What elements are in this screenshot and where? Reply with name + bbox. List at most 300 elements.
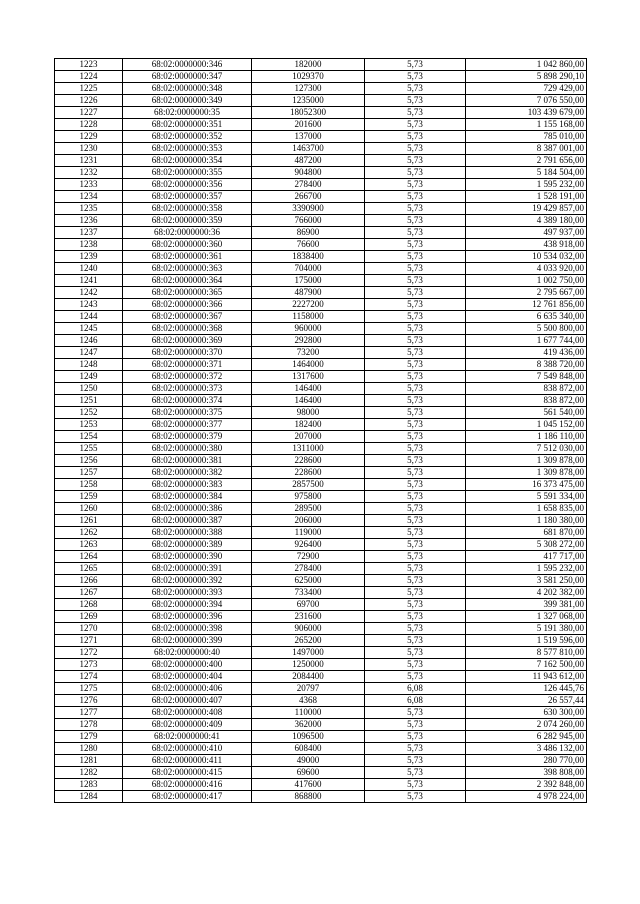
value-cell: 838 872,00: [466, 395, 587, 407]
cadastral-number-cell: 68:02:0000000:374: [123, 395, 252, 407]
cadastral-number-cell: 68:02:0000000:358: [123, 203, 252, 215]
rate-cell: 5,73: [365, 191, 466, 203]
area-cell: 18052300: [252, 107, 365, 119]
cadastral-number-cell: 68:02:0000000:410: [123, 743, 252, 755]
table-row: [55, 191, 587, 203]
row-number-cell: 1256: [55, 455, 123, 467]
area-cell: 625000: [252, 575, 365, 587]
cadastral-number-cell: 68:02:0000000:393: [123, 587, 252, 599]
cadastral-number-cell: 68:02:0000000:398: [123, 623, 252, 635]
rate-cell: 5,73: [365, 71, 466, 83]
row-number-cell: 1226: [55, 95, 123, 107]
table-row: [55, 275, 587, 287]
area-cell: 265200: [252, 635, 365, 647]
table-row: [55, 503, 587, 515]
table-row: [55, 215, 587, 227]
row-number-cell: 1270: [55, 623, 123, 635]
table-row: [55, 587, 587, 599]
cadastral-number-cell: 68:02:0000000:40: [123, 647, 252, 659]
rate-cell: 5,73: [365, 575, 466, 587]
area-cell: 206000: [252, 515, 365, 527]
row-number-cell: 1229: [55, 131, 123, 143]
rate-cell: 5,73: [365, 743, 466, 755]
row-number-cell: 1249: [55, 371, 123, 383]
area-cell: 119000: [252, 527, 365, 539]
area-cell: 289500: [252, 503, 365, 515]
cadastral-value-table: [54, 58, 587, 803]
value-cell: 5 591 334,00: [466, 491, 587, 503]
value-cell: 729 429,00: [466, 83, 587, 95]
rate-cell: 5,73: [365, 431, 466, 443]
row-number-cell: 1262: [55, 527, 123, 539]
rate-cell: 5,73: [365, 515, 466, 527]
area-cell: 72900: [252, 551, 365, 563]
value-cell: 280 770,00: [466, 755, 587, 767]
table-body: [55, 59, 587, 803]
value-cell: 10 534 032,00: [466, 251, 587, 263]
table-row: [55, 575, 587, 587]
row-number-cell: 1258: [55, 479, 123, 491]
cadastral-number-cell: 68:02:0000000:35: [123, 107, 252, 119]
area-cell: 868800: [252, 791, 365, 803]
area-cell: 137000: [252, 131, 365, 143]
table-row: [55, 491, 587, 503]
area-cell: 487900: [252, 287, 365, 299]
area-cell: 231600: [252, 611, 365, 623]
value-cell: 5 191 380,00: [466, 623, 587, 635]
value-cell: 6 635 340,00: [466, 311, 587, 323]
rate-cell: 5,73: [365, 107, 466, 119]
table-row: [55, 299, 587, 311]
row-number-cell: 1260: [55, 503, 123, 515]
rate-cell: 6,08: [365, 695, 466, 707]
value-cell: 419 436,00: [466, 347, 587, 359]
cadastral-number-cell: 68:02:0000000:408: [123, 707, 252, 719]
value-cell: 6 282 945,00: [466, 731, 587, 743]
table-row: [55, 695, 587, 707]
value-cell: 398 808,00: [466, 767, 587, 779]
table-row: [55, 671, 587, 683]
table-row: [55, 767, 587, 779]
rate-cell: 5,73: [365, 155, 466, 167]
cadastral-number-cell: 68:02:0000000:399: [123, 635, 252, 647]
rate-cell: 5,73: [365, 479, 466, 491]
row-number-cell: 1267: [55, 587, 123, 599]
value-cell: 681 870,00: [466, 527, 587, 539]
row-number-cell: 1280: [55, 743, 123, 755]
area-cell: 1029370: [252, 71, 365, 83]
rate-cell: 5,73: [365, 287, 466, 299]
table-row: [55, 335, 587, 347]
row-number-cell: 1273: [55, 659, 123, 671]
cadastral-number-cell: 68:02:0000000:416: [123, 779, 252, 791]
rate-cell: 5,73: [365, 779, 466, 791]
area-cell: 904800: [252, 167, 365, 179]
rate-cell: 5,73: [365, 611, 466, 623]
rate-cell: 5,73: [365, 443, 466, 455]
table-row: [55, 623, 587, 635]
table-row: [55, 263, 587, 275]
value-cell: 1 045 152,00: [466, 419, 587, 431]
value-cell: 4 202 382,00: [466, 587, 587, 599]
cadastral-number-cell: 68:02:0000000:361: [123, 251, 252, 263]
value-cell: 1 595 232,00: [466, 563, 587, 575]
rate-cell: 5,73: [365, 215, 466, 227]
table-row: [55, 107, 587, 119]
value-cell: 785 010,00: [466, 131, 587, 143]
row-number-cell: 1240: [55, 263, 123, 275]
cadastral-number-cell: 68:02:0000000:404: [123, 671, 252, 683]
table-row: [55, 59, 587, 71]
value-cell: 1 677 744,00: [466, 335, 587, 347]
table-row: [55, 95, 587, 107]
row-number-cell: 1236: [55, 215, 123, 227]
row-number-cell: 1228: [55, 119, 123, 131]
value-cell: 5 500 800,00: [466, 323, 587, 335]
table-row: [55, 755, 587, 767]
rate-cell: 5,73: [365, 383, 466, 395]
row-number-cell: 1230: [55, 143, 123, 155]
cadastral-number-cell: 68:02:0000000:388: [123, 527, 252, 539]
rate-cell: 5,73: [365, 419, 466, 431]
row-number-cell: 1247: [55, 347, 123, 359]
area-cell: 127300: [252, 83, 365, 95]
area-cell: 228600: [252, 467, 365, 479]
rate-cell: 5,73: [365, 311, 466, 323]
area-cell: 926400: [252, 539, 365, 551]
rate-cell: 5,73: [365, 719, 466, 731]
cadastral-number-cell: 68:02:0000000:354: [123, 155, 252, 167]
row-number-cell: 1259: [55, 491, 123, 503]
row-number-cell: 1243: [55, 299, 123, 311]
rate-cell: 5,73: [365, 95, 466, 107]
rate-cell: 5,73: [365, 83, 466, 95]
cadastral-number-cell: 68:02:0000000:409: [123, 719, 252, 731]
table-row: [55, 155, 587, 167]
value-cell: 561 540,00: [466, 407, 587, 419]
value-cell: 7 162 500,00: [466, 659, 587, 671]
table-row: [55, 227, 587, 239]
row-number-cell: 1239: [55, 251, 123, 263]
area-cell: 733400: [252, 587, 365, 599]
rate-cell: 5,73: [365, 755, 466, 767]
rate-cell: 5,73: [365, 203, 466, 215]
rate-cell: 5,73: [365, 299, 466, 311]
cadastral-number-cell: 68:02:0000000:346: [123, 59, 252, 71]
rate-cell: 5,73: [365, 143, 466, 155]
area-cell: 2857500: [252, 479, 365, 491]
area-cell: 1838400: [252, 251, 365, 263]
row-number-cell: 1284: [55, 791, 123, 803]
value-cell: 8 577 810,00: [466, 647, 587, 659]
cadastral-number-cell: 68:02:0000000:387: [123, 515, 252, 527]
value-cell: 1 327 068,00: [466, 611, 587, 623]
rate-cell: 5,73: [365, 767, 466, 779]
row-number-cell: 1283: [55, 779, 123, 791]
cadastral-number-cell: 68:02:0000000:368: [123, 323, 252, 335]
rate-cell: 5,73: [365, 635, 466, 647]
table-row: [55, 455, 587, 467]
rate-cell: 5,73: [365, 455, 466, 467]
value-cell: 838 872,00: [466, 383, 587, 395]
table-row: [55, 743, 587, 755]
area-cell: 1317600: [252, 371, 365, 383]
table-row: [55, 347, 587, 359]
area-cell: 1158000: [252, 311, 365, 323]
row-number-cell: 1264: [55, 551, 123, 563]
rate-cell: 5,73: [365, 59, 466, 71]
area-cell: 278400: [252, 563, 365, 575]
value-cell: 103 439 679,00: [466, 107, 587, 119]
table-row: [55, 791, 587, 803]
row-number-cell: 1227: [55, 107, 123, 119]
table-row: [55, 707, 587, 719]
row-number-cell: 1281: [55, 755, 123, 767]
value-cell: 1 309 878,00: [466, 455, 587, 467]
rate-cell: 5,73: [365, 467, 466, 479]
table-row: [55, 431, 587, 443]
rate-cell: 5,73: [365, 227, 466, 239]
rate-cell: 5,73: [365, 587, 466, 599]
value-cell: 2 392 848,00: [466, 779, 587, 791]
rate-cell: 5,73: [365, 491, 466, 503]
rate-cell: 5,73: [365, 323, 466, 335]
cadastral-number-cell: 68:02:0000000:386: [123, 503, 252, 515]
rate-cell: 5,73: [365, 335, 466, 347]
area-cell: 69600: [252, 767, 365, 779]
value-cell: 12 761 856,00: [466, 299, 587, 311]
area-cell: 110000: [252, 707, 365, 719]
row-number-cell: 1271: [55, 635, 123, 647]
row-number-cell: 1242: [55, 287, 123, 299]
rate-cell: 5,73: [365, 731, 466, 743]
row-number-cell: 1282: [55, 767, 123, 779]
value-cell: 399 381,00: [466, 599, 587, 611]
row-number-cell: 1278: [55, 719, 123, 731]
rate-cell: 5,73: [365, 647, 466, 659]
value-cell: 1 042 860,00: [466, 59, 587, 71]
rate-cell: 5,73: [365, 119, 466, 131]
value-cell: 1 002 750,00: [466, 275, 587, 287]
row-number-cell: 1266: [55, 575, 123, 587]
rate-cell: 5,73: [365, 707, 466, 719]
cadastral-number-cell: 68:02:0000000:380: [123, 443, 252, 455]
value-cell: 1 155 168,00: [466, 119, 587, 131]
area-cell: 76600: [252, 239, 365, 251]
row-number-cell: 1237: [55, 227, 123, 239]
area-cell: 2227200: [252, 299, 365, 311]
area-cell: 2084400: [252, 671, 365, 683]
area-cell: 182400: [252, 419, 365, 431]
value-cell: 7 549 848,00: [466, 371, 587, 383]
area-cell: 49000: [252, 755, 365, 767]
value-cell: 5 308 272,00: [466, 539, 587, 551]
value-cell: 438 918,00: [466, 239, 587, 251]
row-number-cell: 1244: [55, 311, 123, 323]
cadastral-number-cell: 68:02:0000000:348: [123, 83, 252, 95]
row-number-cell: 1263: [55, 539, 123, 551]
cadastral-number-cell: 68:02:0000000:382: [123, 467, 252, 479]
row-number-cell: 1257: [55, 467, 123, 479]
row-number-cell: 1245: [55, 323, 123, 335]
cadastral-number-cell: 68:02:0000000:377: [123, 419, 252, 431]
area-cell: 1235000: [252, 95, 365, 107]
value-cell: 4 389 180,00: [466, 215, 587, 227]
area-cell: 487200: [252, 155, 365, 167]
rate-cell: 5,73: [365, 539, 466, 551]
table-row: [55, 779, 587, 791]
rate-cell: 5,73: [365, 347, 466, 359]
cadastral-number-cell: 68:02:0000000:359: [123, 215, 252, 227]
value-cell: 3 581 250,00: [466, 575, 587, 587]
cadastral-number-cell: 68:02:0000000:355: [123, 167, 252, 179]
row-number-cell: 1233: [55, 179, 123, 191]
cadastral-number-cell: 68:02:0000000:36: [123, 227, 252, 239]
value-cell: 4 033 920,00: [466, 263, 587, 275]
row-number-cell: 1269: [55, 611, 123, 623]
cadastral-number-cell: 68:02:0000000:41: [123, 731, 252, 743]
area-cell: 4368: [252, 695, 365, 707]
table-row: [55, 131, 587, 143]
table-row: [55, 551, 587, 563]
data-table-container: [54, 58, 586, 803]
table-row: [55, 635, 587, 647]
table-row: [55, 479, 587, 491]
table-row: [55, 83, 587, 95]
area-cell: 960000: [252, 323, 365, 335]
row-number-cell: 1252: [55, 407, 123, 419]
table-row: [55, 119, 587, 131]
area-cell: 362000: [252, 719, 365, 731]
cadastral-number-cell: 68:02:0000000:381: [123, 455, 252, 467]
area-cell: 608400: [252, 743, 365, 755]
rate-cell: 5,73: [365, 527, 466, 539]
value-cell: 1 180 380,00: [466, 515, 587, 527]
cadastral-number-cell: 68:02:0000000:356: [123, 179, 252, 191]
rate-cell: 5,73: [365, 371, 466, 383]
row-number-cell: 1272: [55, 647, 123, 659]
value-cell: 5 184 504,00: [466, 167, 587, 179]
cadastral-number-cell: 68:02:0000000:372: [123, 371, 252, 383]
area-cell: 278400: [252, 179, 365, 191]
table-row: [55, 659, 587, 671]
cadastral-number-cell: 68:02:0000000:417: [123, 791, 252, 803]
row-number-cell: 1248: [55, 359, 123, 371]
row-number-cell: 1235: [55, 203, 123, 215]
table-row: [55, 683, 587, 695]
cadastral-number-cell: 68:02:0000000:390: [123, 551, 252, 563]
cadastral-number-cell: 68:02:0000000:392: [123, 575, 252, 587]
cadastral-number-cell: 68:02:0000000:411: [123, 755, 252, 767]
area-cell: 1497000: [252, 647, 365, 659]
value-cell: 7 512 030,00: [466, 443, 587, 455]
cadastral-number-cell: 68:02:0000000:366: [123, 299, 252, 311]
value-cell: 2 791 656,00: [466, 155, 587, 167]
table-row: [55, 443, 587, 455]
rate-cell: 5,73: [365, 563, 466, 575]
table-row: [55, 323, 587, 335]
rate-cell: 5,73: [365, 791, 466, 803]
cadastral-number-cell: 68:02:0000000:400: [123, 659, 252, 671]
cadastral-number-cell: 68:02:0000000:360: [123, 239, 252, 251]
row-number-cell: 1279: [55, 731, 123, 743]
row-number-cell: 1238: [55, 239, 123, 251]
row-number-cell: 1241: [55, 275, 123, 287]
cadastral-number-cell: 68:02:0000000:391: [123, 563, 252, 575]
row-number-cell: 1234: [55, 191, 123, 203]
row-number-cell: 1268: [55, 599, 123, 611]
cadastral-number-cell: 68:02:0000000:369: [123, 335, 252, 347]
value-cell: 2 795 667,00: [466, 287, 587, 299]
table-row: [55, 407, 587, 419]
cadastral-number-cell: 68:02:0000000:371: [123, 359, 252, 371]
area-cell: 98000: [252, 407, 365, 419]
row-number-cell: 1232: [55, 167, 123, 179]
area-cell: 266700: [252, 191, 365, 203]
row-number-cell: 1251: [55, 395, 123, 407]
cadastral-number-cell: 68:02:0000000:349: [123, 95, 252, 107]
table-row: [55, 611, 587, 623]
rate-cell: 5,73: [365, 395, 466, 407]
table-row: [55, 515, 587, 527]
area-cell: 73200: [252, 347, 365, 359]
row-number-cell: 1231: [55, 155, 123, 167]
value-cell: 1 528 191,00: [466, 191, 587, 203]
table-row: [55, 395, 587, 407]
area-cell: 1464000: [252, 359, 365, 371]
table-row: [55, 563, 587, 575]
value-cell: 8 387 001,00: [466, 143, 587, 155]
table-row: [55, 527, 587, 539]
area-cell: 20797: [252, 683, 365, 695]
area-cell: 175000: [252, 275, 365, 287]
cadastral-number-cell: 68:02:0000000:367: [123, 311, 252, 323]
value-cell: 1 309 878,00: [466, 467, 587, 479]
row-number-cell: 1246: [55, 335, 123, 347]
table-row: [55, 143, 587, 155]
value-cell: 19 429 857,00: [466, 203, 587, 215]
cadastral-number-cell: 68:02:0000000:384: [123, 491, 252, 503]
row-number-cell: 1225: [55, 83, 123, 95]
area-cell: 69700: [252, 599, 365, 611]
rate-cell: 5,73: [365, 179, 466, 191]
row-number-cell: 1277: [55, 707, 123, 719]
value-cell: 1 595 232,00: [466, 179, 587, 191]
area-cell: 201600: [252, 119, 365, 131]
cadastral-number-cell: 68:02:0000000:357: [123, 191, 252, 203]
value-cell: 1 519 596,00: [466, 635, 587, 647]
value-cell: 8 388 720,00: [466, 359, 587, 371]
row-number-cell: 1254: [55, 431, 123, 443]
cadastral-number-cell: 68:02:0000000:373: [123, 383, 252, 395]
table-row: [55, 539, 587, 551]
cadastral-number-cell: 68:02:0000000:415: [123, 767, 252, 779]
value-cell: 2 074 260,00: [466, 719, 587, 731]
table-row: [55, 419, 587, 431]
area-cell: 182000: [252, 59, 365, 71]
table-row: [55, 251, 587, 263]
cadastral-number-cell: 68:02:0000000:347: [123, 71, 252, 83]
value-cell: 26 557,44: [466, 695, 587, 707]
rate-cell: 5,73: [365, 239, 466, 251]
table-row: [55, 467, 587, 479]
cadastral-number-cell: 68:02:0000000:352: [123, 131, 252, 143]
rate-cell: 5,73: [365, 623, 466, 635]
cadastral-number-cell: 68:02:0000000:407: [123, 695, 252, 707]
table-row: [55, 383, 587, 395]
area-cell: 766000: [252, 215, 365, 227]
area-cell: 704000: [252, 263, 365, 275]
